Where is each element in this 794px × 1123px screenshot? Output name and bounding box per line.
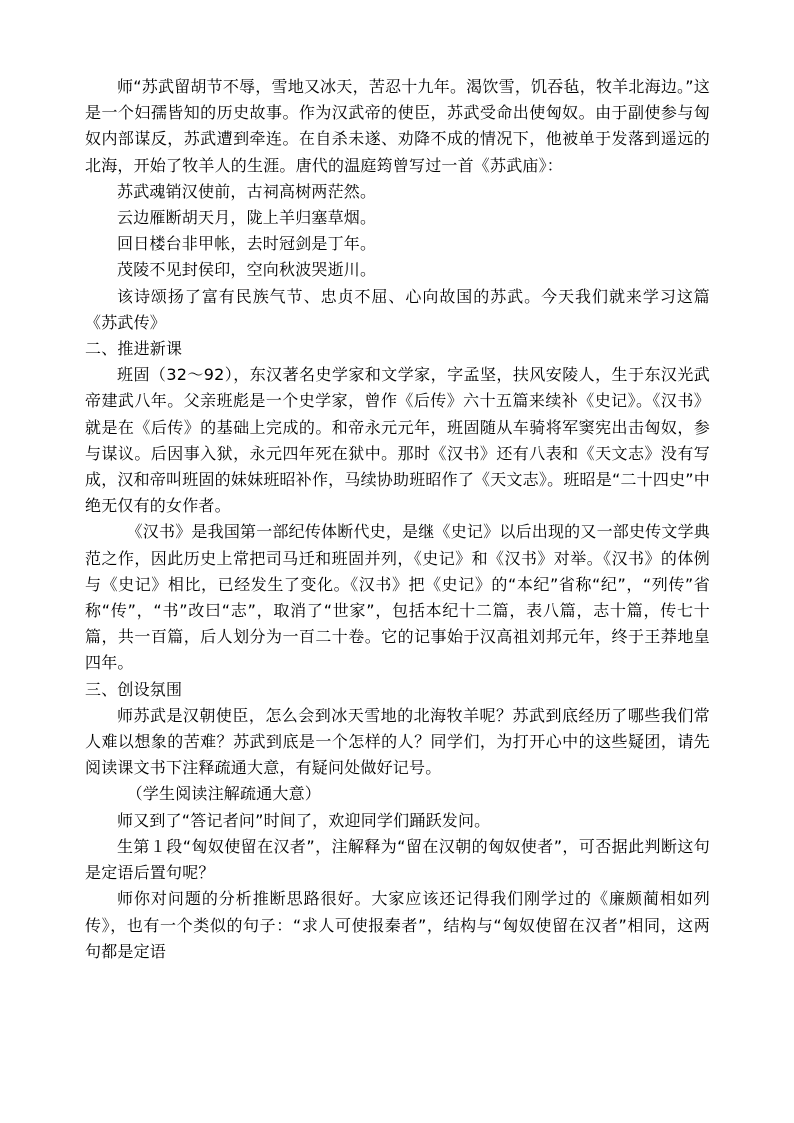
poem-line-3: 回日楼台非甲帐，去时冠剑是丁年。 xyxy=(117,234,377,254)
section-heading-2: 二、推进新课 xyxy=(85,339,183,359)
poem-line-2: 云边雁断胡天月，陇上羊归塞草烟。 xyxy=(117,208,377,228)
paragraph-poem-comment: 该诗颂扬了富有民族气节、忠贞不屈、心向故国的苏武。今天我们就来学习这篇《苏武传》 xyxy=(85,286,710,332)
paragraph-hanshu: 《汉书》是我国第一部纪传体断代史，是继《史记》以后出现的又一部史传文学典范之作，因此历史上常把司马迁和班固并列，《史记》和《汉书》对举。《汉书》的体例与《史记》相比，已经发生了变化。《汉书》把《史记》的“本纪”省称“纪”，“列传”省称“传”，“书”改曰“志”，取消了“世家”，包括本纪十二篇，表八篇，志十篇，传七十篇，共一百篇，后人划分为一百二十卷。它的记事始于汉高祖刘邦元年，终于王莽地皇四年。 xyxy=(85,522,710,673)
section-heading-3: 三、创设氛围 xyxy=(85,679,183,699)
paragraph-bangu: 班固（32～92），东汉著名史学家和文学家，字孟坚，扶风安陵人，生于东汉光武帝建武八年。父亲班彪是一个史学家，曾作《后传》六十五篇来续补《史记》。《汉书》就是在《后传》的基础上完成的。和帝永元元年，班固随从车骑将军窦宪出击匈奴，参与谋议。后因事入狱，永元四年死在狱中。那时《汉书》还有八表和《天文志》没有写成，汉和帝叫班固的妹妹班昭补作，马续协助班昭作了《天文志》。班昭是“二十四史”中绝无仅有的女作者。 xyxy=(85,365,710,516)
paragraph-student-question: 生第１段“匈奴使留在汉者”，注解释为“留在汉朝的匈奴使者”，可否据此判断这句是定语后置句呢？ xyxy=(85,836,710,883)
paragraph-intro: 师“苏武留胡节不辱，雪地又冰天，苦忍十九年。渴饮雪，饥吞毡，牧羊北海边。”这是一个妇孺皆知的历史故事。作为汉武帝的使臣，苏武受命出使匈奴。由于副使参与匈奴内部谋反，苏武遭到牵连。在自杀未遂、劝降不成的情况下，他被单于发落到遥远的北海，开始了牧羊人的生涯。唐代的温庭筠曾写过一首《苏武庙》： xyxy=(85,77,710,175)
paragraph-student-reading: （学生阅读注解疏通大意） xyxy=(126,784,321,804)
paragraph-teacher-answer: 师你对问题的分析推断思路很好。大家应该还记得我们刚学过的《廉颇蔺相如列传》，也有一个类似的句子：“求人可使报秦者”，结构与“匈奴使留在汉者”相同，这两句都是定语 xyxy=(85,889,710,961)
poem-line-1: 苏武魂销汉使前，古祠高树两茫然。 xyxy=(117,181,377,201)
paragraph-teacher-question: 师苏武是汉朝使臣，怎么会到冰天雪地的北海牧羊呢？苏武到底经历了哪些我们常人难以想象的苦难？苏武到底是一个怎样的人？同学们，为打开心中的这些疑团，请先阅读课文书下注释疏通大意，有疑问处做好记号。 xyxy=(85,705,710,778)
paragraph-teacher-qa: 师又到了“答记者问”时间了，欢迎同学们踊跃发问。 xyxy=(117,810,491,830)
poem-line-4: 茂陵不见封侯印，空向秋波哭逝川。 xyxy=(117,260,377,280)
document-page xyxy=(85,74,710,965)
